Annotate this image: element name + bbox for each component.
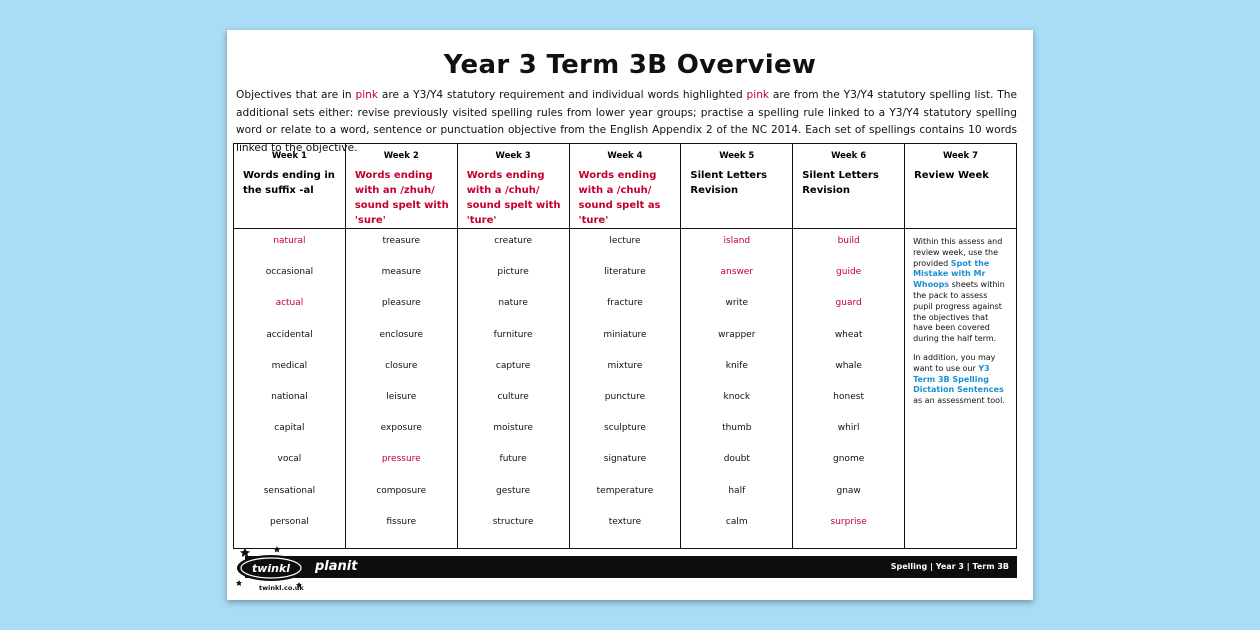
spelling-word: structure [492, 516, 534, 527]
spot-the-mistake-link[interactable]: Spot the Mistake with Mr Whoops [913, 258, 990, 290]
week-words-6 [793, 229, 905, 549]
spelling-word: fracture [607, 298, 643, 309]
spelling-word: gnaw [836, 485, 861, 496]
spelling-word: nature [498, 298, 528, 309]
week-label: Week 7 [942, 151, 979, 161]
spelling-word: creature [494, 236, 532, 246]
spelling-word: island [723, 236, 751, 246]
word-list [346, 229, 457, 548]
spelling-word: capital [274, 423, 305, 434]
week-objective: Silent Letters Revision [690, 170, 767, 196]
spelling-word: measure [381, 267, 421, 278]
intro-pink-word-1: pink [355, 89, 378, 101]
spelling-word: wrapper [718, 329, 756, 340]
spelling-word: whale [835, 360, 862, 371]
word-list [570, 229, 681, 548]
week-objective: Words ending with a /chuh/ sound spelt as 'ture' [578, 170, 661, 226]
dictation-sentences-link[interactable]: Y3 Term 3B Spelling Dictation Sentences [913, 363, 1004, 395]
spelling-word: capture [495, 360, 531, 371]
spelling-word: picture [497, 267, 529, 278]
spelling-word: thumb [722, 423, 752, 434]
spelling-word: occasional [265, 267, 314, 278]
spelling-word: sculpture [604, 423, 646, 434]
spelling-word: literature [604, 267, 646, 278]
overview-sheet [227, 30, 1033, 600]
table-words-row [234, 229, 1017, 549]
week-label: Week 6 [831, 151, 867, 161]
spelling-word: miniature [603, 329, 647, 340]
week-words-3 [457, 229, 569, 549]
week-label: Week 4 [607, 151, 643, 161]
review-text-1: Within this assess and review week, use the provided [913, 237, 1003, 268]
twinkl-logo-text: twinkl [251, 562, 291, 575]
review-text-4: as an assessment tool. [913, 396, 1005, 406]
word-list [793, 229, 904, 548]
spelling-word: natural [273, 236, 306, 246]
week-objective: Words ending in the suffix -al [243, 170, 335, 196]
week-header-4 [569, 144, 681, 229]
word-list [681, 229, 792, 548]
spelling-word: enclosure [379, 329, 424, 340]
spelling-word: moisture [493, 423, 533, 434]
spelling-word: write [725, 298, 749, 309]
intro-text-3: are from the Y3/Y4 statutory spelling list. The additional sets either: revise previously visited spelling rules from lower year groups; practise a spelling rule linked to a Y3/Y4 statutory spelling word or relate to a word, sentence or punctuation objective from the English Appendix 2 of the NC 2014. Each set of spellings contains 10 words linked to the objective. [236, 89, 1017, 154]
spelling-word: wheat [834, 329, 863, 340]
week-header-7 [905, 144, 1017, 229]
spelling-word: honest [833, 391, 864, 402]
spelling-word: vocal [277, 454, 302, 465]
spelling-word: surprise [830, 516, 867, 527]
spelling-word: future [499, 454, 527, 465]
week-objective: Review Week [914, 170, 989, 181]
spelling-word: texture [608, 516, 642, 527]
week-header-1 [234, 144, 346, 229]
week-header-2 [345, 144, 457, 229]
review-paragraph-2 [913, 353, 1006, 407]
page-title: Year 3 Term 3B Overview [443, 50, 817, 80]
week-label: Week 5 [719, 151, 755, 161]
spelling-word: composure [376, 485, 427, 496]
spelling-word: culture [497, 391, 529, 402]
week-label: Week 1 [271, 151, 307, 161]
spelling-word: guard [835, 298, 862, 309]
word-list [234, 229, 345, 548]
week-words-1 [234, 229, 346, 549]
spelling-word: temperature [596, 485, 654, 496]
spelling-word: knock [723, 391, 751, 402]
footer [233, 538, 1017, 594]
week-objective: Silent Letters Revision [802, 170, 879, 196]
week-header-6 [793, 144, 905, 229]
review-paragraph-1 [913, 237, 1006, 345]
footer-breadcrumb: Spelling | Year 3 | Term 3B [890, 562, 1009, 571]
week-objective: Words ending with an /zhuh/ sound spelt with 'sure' [354, 170, 449, 226]
planit-label: planit [315, 559, 358, 574]
spelling-word: puncture [604, 391, 646, 402]
week-words-2 [345, 229, 457, 549]
spelling-word: signature [603, 454, 647, 465]
spelling-word: half [728, 485, 746, 496]
spelling-word: gesture [496, 485, 531, 496]
spelling-word: pleasure [381, 298, 421, 309]
week-label: Week 2 [383, 151, 419, 161]
spelling-word: mixture [607, 360, 643, 371]
word-list [458, 229, 569, 548]
intro-text-2: are a Y3/Y4 statutory requirement and individual words highlighted [378, 89, 747, 101]
spelling-word: accidental [266, 329, 313, 340]
intro-text-1: Objectives that are in [236, 89, 356, 101]
spelling-word: doubt [723, 454, 750, 465]
spelling-word: personal [269, 516, 309, 527]
spelling-word: actual [275, 298, 304, 309]
spelling-word: calm [725, 516, 748, 527]
spelling-word: whirl [837, 423, 860, 434]
spelling-overview-table [233, 143, 1017, 549]
spelling-word: furniture [493, 329, 533, 340]
spelling-word: fissure [386, 516, 417, 527]
spelling-word: pressure [381, 454, 421, 465]
week-words-5 [681, 229, 793, 549]
spelling-word: national [271, 391, 308, 402]
spelling-word: knife [725, 360, 748, 371]
review-text-2: sheets within the pack to assess pupil progress against the objectives that have been covered during the half term. [913, 280, 1005, 344]
week-header-3 [457, 144, 569, 229]
spelling-word: medical [271, 360, 308, 371]
spelling-word: build [837, 236, 860, 246]
week-label: Week 3 [495, 151, 531, 161]
week-objective: Words ending with a /chuh/ sound spelt with 'ture' [466, 170, 561, 226]
spelling-word: guide [836, 267, 862, 278]
week-header-5 [681, 144, 793, 229]
spelling-word: gnome [833, 454, 865, 465]
spelling-word: lecture [609, 236, 641, 246]
spelling-word: leisure [386, 391, 417, 402]
spelling-word: sensational [263, 485, 316, 496]
intro-pink-word-2: pink [746, 89, 770, 101]
site-url: twinkl.co.uk [259, 584, 304, 592]
spelling-word: closure [385, 360, 418, 371]
spelling-word: answer [720, 267, 754, 278]
spelling-word: exposure [380, 423, 422, 434]
week-words-4 [569, 229, 681, 549]
table-header-row [234, 144, 1017, 229]
review-text [905, 229, 1016, 407]
spelling-word: treasure [382, 236, 421, 246]
review-text-3: In addition, you may want to use our [913, 352, 996, 373]
review-week-notes [905, 229, 1017, 549]
